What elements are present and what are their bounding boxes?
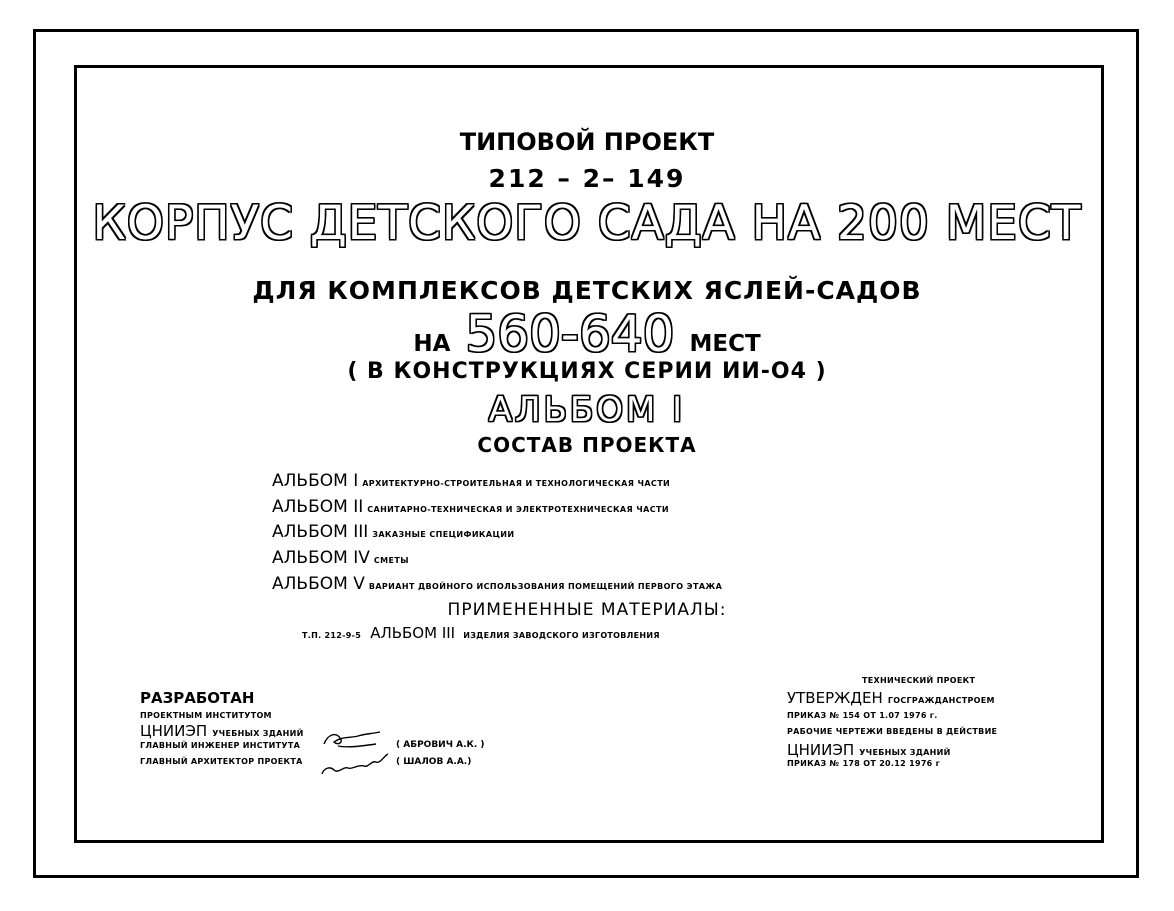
developed-heading: РАЗРАБОТАН — [140, 689, 255, 707]
approved-line — [787, 688, 995, 707]
architect-signature-icon — [318, 750, 394, 778]
approved-order: ПРИКАЗ № 154 ОТ 1.07 1976 г. — [787, 711, 938, 720]
materials-reference: Т.П. 212-9-5 — [302, 631, 362, 640]
approved-order2: ПРИКАЗ № 178 ОТ 20.12 1976 г — [787, 759, 941, 768]
subtitle-suffix: МЕСТ — [689, 331, 761, 357]
album-row — [272, 522, 514, 542]
developed-org-suffix: УЧЕБНЫХ ЗДАНИЙ — [212, 729, 304, 738]
album-label: АЛЬБОМ III — [272, 522, 369, 542]
approved-heading: УТВЕРЖДЕН — [787, 689, 883, 707]
subtitle-capacity: 560-640 — [465, 305, 675, 363]
chief-engineer-name: ( АБРОВИЧ А.К. ) — [396, 740, 485, 750]
album-label: АЛЬБОМ II — [272, 497, 364, 517]
project-number: 212 – 2– 149 — [488, 164, 686, 193]
album-title: АЛЬБОМ I — [488, 390, 686, 430]
project-type: ТИПОВОЙ ПРОЕКТ — [459, 128, 715, 156]
chief-architect-role: ГЛАВНЫЙ АРХИТЕКТОР ПРОЕКТА — [140, 757, 303, 766]
chief-architect-name: ( ШАЛОВ А.А.) — [396, 757, 472, 767]
album-description: ВАРИАНТ ДВОЙНОГО ИСПОЛЬЗОВАНИЯ ПОМЕЩЕНИЙ ПЕРВОГО ЭТАЖА — [368, 582, 723, 591]
approved-authority: ГОСГРАЖДАНСТРОЕМ — [887, 696, 995, 705]
album-row — [272, 548, 409, 568]
album-row — [272, 471, 670, 491]
subtitle-line2 — [0, 305, 1174, 363]
main-title: КОРПУС ДЕТСКОГО САДА НА 200 МЕСТ — [92, 196, 1082, 251]
album-description: САНИТАРНО-ТЕХНИЧЕСКАЯ И ЭЛЕКТРОТЕХНИЧЕСКАЯ ЧАСТИ — [367, 505, 669, 514]
developed-line1: ПРОЕКТНЫМ ИНСТИТУТОМ — [140, 711, 272, 720]
chief-engineer-role: ГЛАВНЫЙ ИНЖЕНЕР ИНСТИТУТА — [140, 741, 301, 750]
tech-project: ТЕХНИЧЕСКИЙ ПРОЕКТ — [862, 676, 976, 685]
album-description: СМЕТЫ — [373, 556, 409, 565]
album-label: АЛЬБОМ V — [272, 574, 365, 594]
approved-org-suffix: УЧЕБНЫХ ЗДАНИЙ — [859, 748, 951, 757]
subtitle-line1: ДЛЯ КОМПЛЕКСОВ ДЕТСКИХ ЯСЛЕЙ-САДОВ — [252, 276, 922, 305]
album-label: АЛЬБОМ IV — [272, 548, 370, 568]
materials-description: ИЗДЕЛИЯ ЗАВОДСКОГО ИЗГОТОВЛЕНИЯ — [463, 631, 660, 640]
album-label: АЛЬБОМ I — [272, 471, 359, 491]
subtitle-prefix: НА — [413, 331, 451, 357]
approved-org: ЦНИИЭП — [787, 741, 855, 759]
materials-title: ПРИМЕНЕННЫЕ МАТЕРИАЛЫ: — [447, 600, 727, 620]
album-row — [272, 497, 669, 517]
materials-line — [302, 623, 660, 642]
album-description: АРХИТЕКТУРНО-СТРОИТЕЛЬНАЯ И ТЕХНОЛОГИЧЕСКАЯ ЧАСТИ — [362, 479, 671, 488]
working-drawings: РАБОЧИЕ ЧЕРТЕЖИ ВВЕДЕНЫ В ДЕЙСТВИЕ — [787, 727, 998, 736]
composition-title: СОСТАВ ПРОЕКТА — [477, 433, 697, 457]
album-row — [272, 574, 722, 594]
construction-series: ( В КОНСТРУКЦИЯХ СЕРИИ ИИ-О4 ) — [347, 359, 827, 384]
approved-org-line — [787, 740, 951, 759]
album-description: ЗАКАЗНЫЕ СПЕЦИФИКАЦИИ — [372, 530, 515, 539]
developed-org-line — [140, 721, 304, 740]
materials-album: АЛЬБОМ III — [370, 624, 456, 642]
developed-org: ЦНИИЭП — [140, 722, 208, 740]
